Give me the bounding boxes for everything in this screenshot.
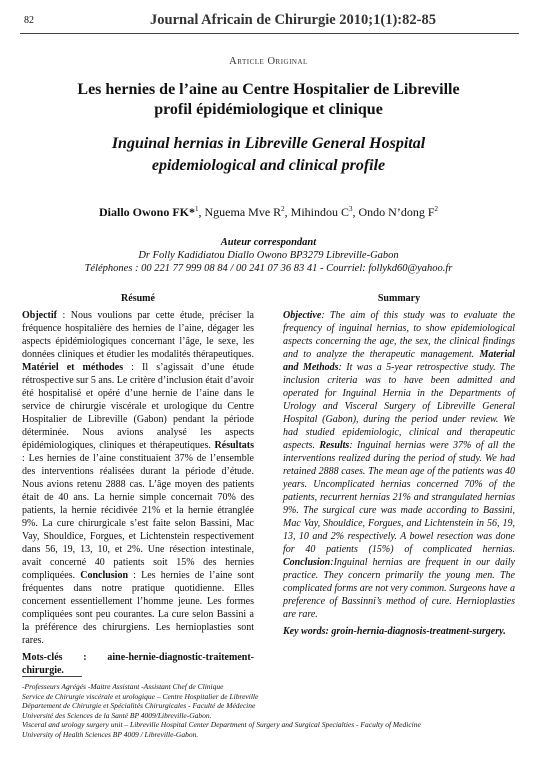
article-type: Article Original (229, 56, 308, 67)
title-french (20, 80, 517, 120)
title-french-line1: Les hernies de l’aine au Centre Hospitalier de Libreville (77, 81, 460, 98)
title-french-line2: profil épidémiologique et clinique (154, 101, 383, 118)
resume-column (22, 292, 254, 677)
correspondence-address: Dr Folly Kadidiatou Diallo Owono BP3279 Libreville-Gabon (138, 250, 399, 261)
title-english-line1: Inguinal hernias in Libreville General Hospital (111, 135, 426, 152)
author-name: Diallo Owono FK* (98, 205, 195, 219)
conclusion-label: Conclusion (80, 570, 129, 581)
author-name: Ondo N’dong F (358, 205, 435, 219)
objective-text: : The aim of this study was to evaluate the frequency of inguinal hernias, to show epidemiological aspects concerning the age, the sex, the clinical findings and to analyze the therapeutic management. (283, 310, 515, 360)
footnote-rule (22, 676, 82, 677)
summary-text (283, 309, 515, 621)
title-english (20, 133, 517, 177)
correspondence-block (0, 236, 537, 275)
footnote-roles: -Professeurs Agrégés -Maitre Assistant -Assistant Chef de Clinique (22, 682, 224, 691)
objectif-label: Objectif (22, 310, 57, 321)
conclusion-text-en: :Inguinal hernias are frequent in our daily practice. They concern primarily the young men. The complicated forms are not very common. Surgeons have a preference of Bassinni’s method of cure. Hernioplasties are rare. (283, 557, 515, 620)
resultats-text: : Les hernies de l’aine constituaient 37% de l’ensemble des interventions réalisées durant la période d’étude. Nous avions retenu 2888 cas. L’âge moyen des patients était de 40 ans. La hernie simple concernait 70% des patients, la hernie récidivée 21% et la hernie étranglée 9%. La cure chirurgicale s’est faite selon Bassini, Mac Vay, Shouldice, Forgues, et Lichtenstein respectivement dans 56, 19, 13, 10, et 2%. Une résection intestinale, avait concerné 40 patients soit 15% des hernies compliquées. (22, 453, 254, 581)
author-affiliation: 3 (349, 205, 353, 213)
summary-heading: Summary (377, 293, 421, 304)
author-affiliation: 1 (195, 205, 199, 213)
resume-text (22, 309, 254, 647)
resultats-label: Résultats (214, 440, 254, 451)
author-affiliation: 2 (434, 205, 439, 213)
methodes-text: : Il s’agissait d’une étude rétrospective sur 5 ans. Le critère d’inclusion était d’avoir été hospitalisé et opéré d’une hernie de l’aine dans le service de chirurgie viscérale et urologique du Centre Hospitalier de Libreville (Gabon) pendant la période déterminée. Nous avions analysé les aspects épidémiologiques, cliniques et thérapeutiques. (22, 362, 254, 451)
footnote-line: Département de Chirurgie et Spécialités Chirurgicales - Faculté de Médecine (22, 701, 256, 710)
author-affiliation: 2 (281, 205, 285, 213)
objective-label: Objective (283, 310, 322, 321)
footnote-line: Université des Sciences de la Santé BP 4009/Libreville-Gabon. (22, 710, 212, 720)
header-rule (20, 33, 519, 34)
correspondence-contact: Téléphones : 00 221 77 999 08 84 / 00 241 07 36 83 41 - Courriel: follykd60@yahoo.fr (84, 263, 453, 274)
keywords-en: Key words: groin-hernia-diagnosis-treatment-surgery. (283, 626, 506, 637)
author-name: Nguema Mve R (204, 205, 282, 219)
summary-column (283, 292, 515, 638)
page-number: 82 (24, 15, 34, 26)
methods-label: Material and Methods (283, 349, 516, 373)
correspondence-heading: Auteur correspondant (220, 237, 317, 248)
keywords-fr-label: Mots-clés : (22, 652, 87, 663)
author-list: Diallo Owono FK*$^1$, Nguema Mve $R^2$, Mihindou $C^3$, Ondo N’dong $F^2$ (98, 205, 439, 219)
keywords-fr (22, 651, 254, 677)
results-label: Results (319, 440, 350, 451)
keywords-fr-text: aine-hernie-diagnostic-traitement-chirurgie. (22, 652, 254, 676)
footnote-line: University of Health Sciences BP 4009 / Libreville-Gabon. (22, 729, 199, 739)
resume-heading: Résumé (121, 293, 155, 304)
footnote-line: Service de Chirurgie viscérale et urologique – Centre Hospitalier de Libreville (22, 691, 259, 701)
conclusion-label-en: Conclusion (283, 557, 331, 568)
objectif-text: : Nous voulions par cette étude, préciser la fréquence hospitalière des hernies de l’aine, dégager les aspects épidémiologiques concernant l’âge, le sexe, les données cliniques et étudier les modalités thérapeutiques. (22, 310, 254, 360)
results-text: : Inguinal hernias were 37% of all the interventions realized during the period of study. We had retained 2888 cases. The mean age of the patients was 40 years. Uncomplicated hernias concerned 70% of the patients, recurrent hernias 21% and strangulated hernias 9%. The surgical cure was made according to Bassini, Mac Vay, Shouldice, Forgues, and Lichtenstein in 56, 19, 13, 10 and 2% respectively. A bowel resection was done for 40 patients (15%) of complicated hernias. (283, 440, 515, 555)
conclusion-text: : Les hernies de l’aine sont fréquentes dans notre pratique quotidienne. Elles concernent essentiellement l’homme jeune. Les formes compliquées sont peu courantes. La cure selon Bassini a la préférence des chirurgiens. Les hernioplasties sont rares. (22, 570, 254, 646)
methods-text: : It was a 5-year retrospective study. The inclusion criteria was to have been admitted and operated for Inguinal Hernia in the Departments of Urology and Visceral Surgery of Libreville General Hospital (Gabon), during the period under review. We had studied epidemiologic, clinical and therapeutic aspects. (283, 362, 515, 451)
footnotes (22, 682, 507, 739)
author-name: Mihindou C (290, 205, 349, 219)
footnote-line: Visceral and urology surgery unit – Libreville Hospital Center Department of Surgery and Surgical Specialties - Faculty of Medicine (22, 720, 421, 729)
journal-title: Journal Africain de Chirurgie 2010;1(1):82-85 (150, 12, 436, 28)
title-english-line2: epidemiological and clinical profile (151, 157, 386, 174)
methodes-label: Matériel et méthodes (22, 362, 124, 373)
